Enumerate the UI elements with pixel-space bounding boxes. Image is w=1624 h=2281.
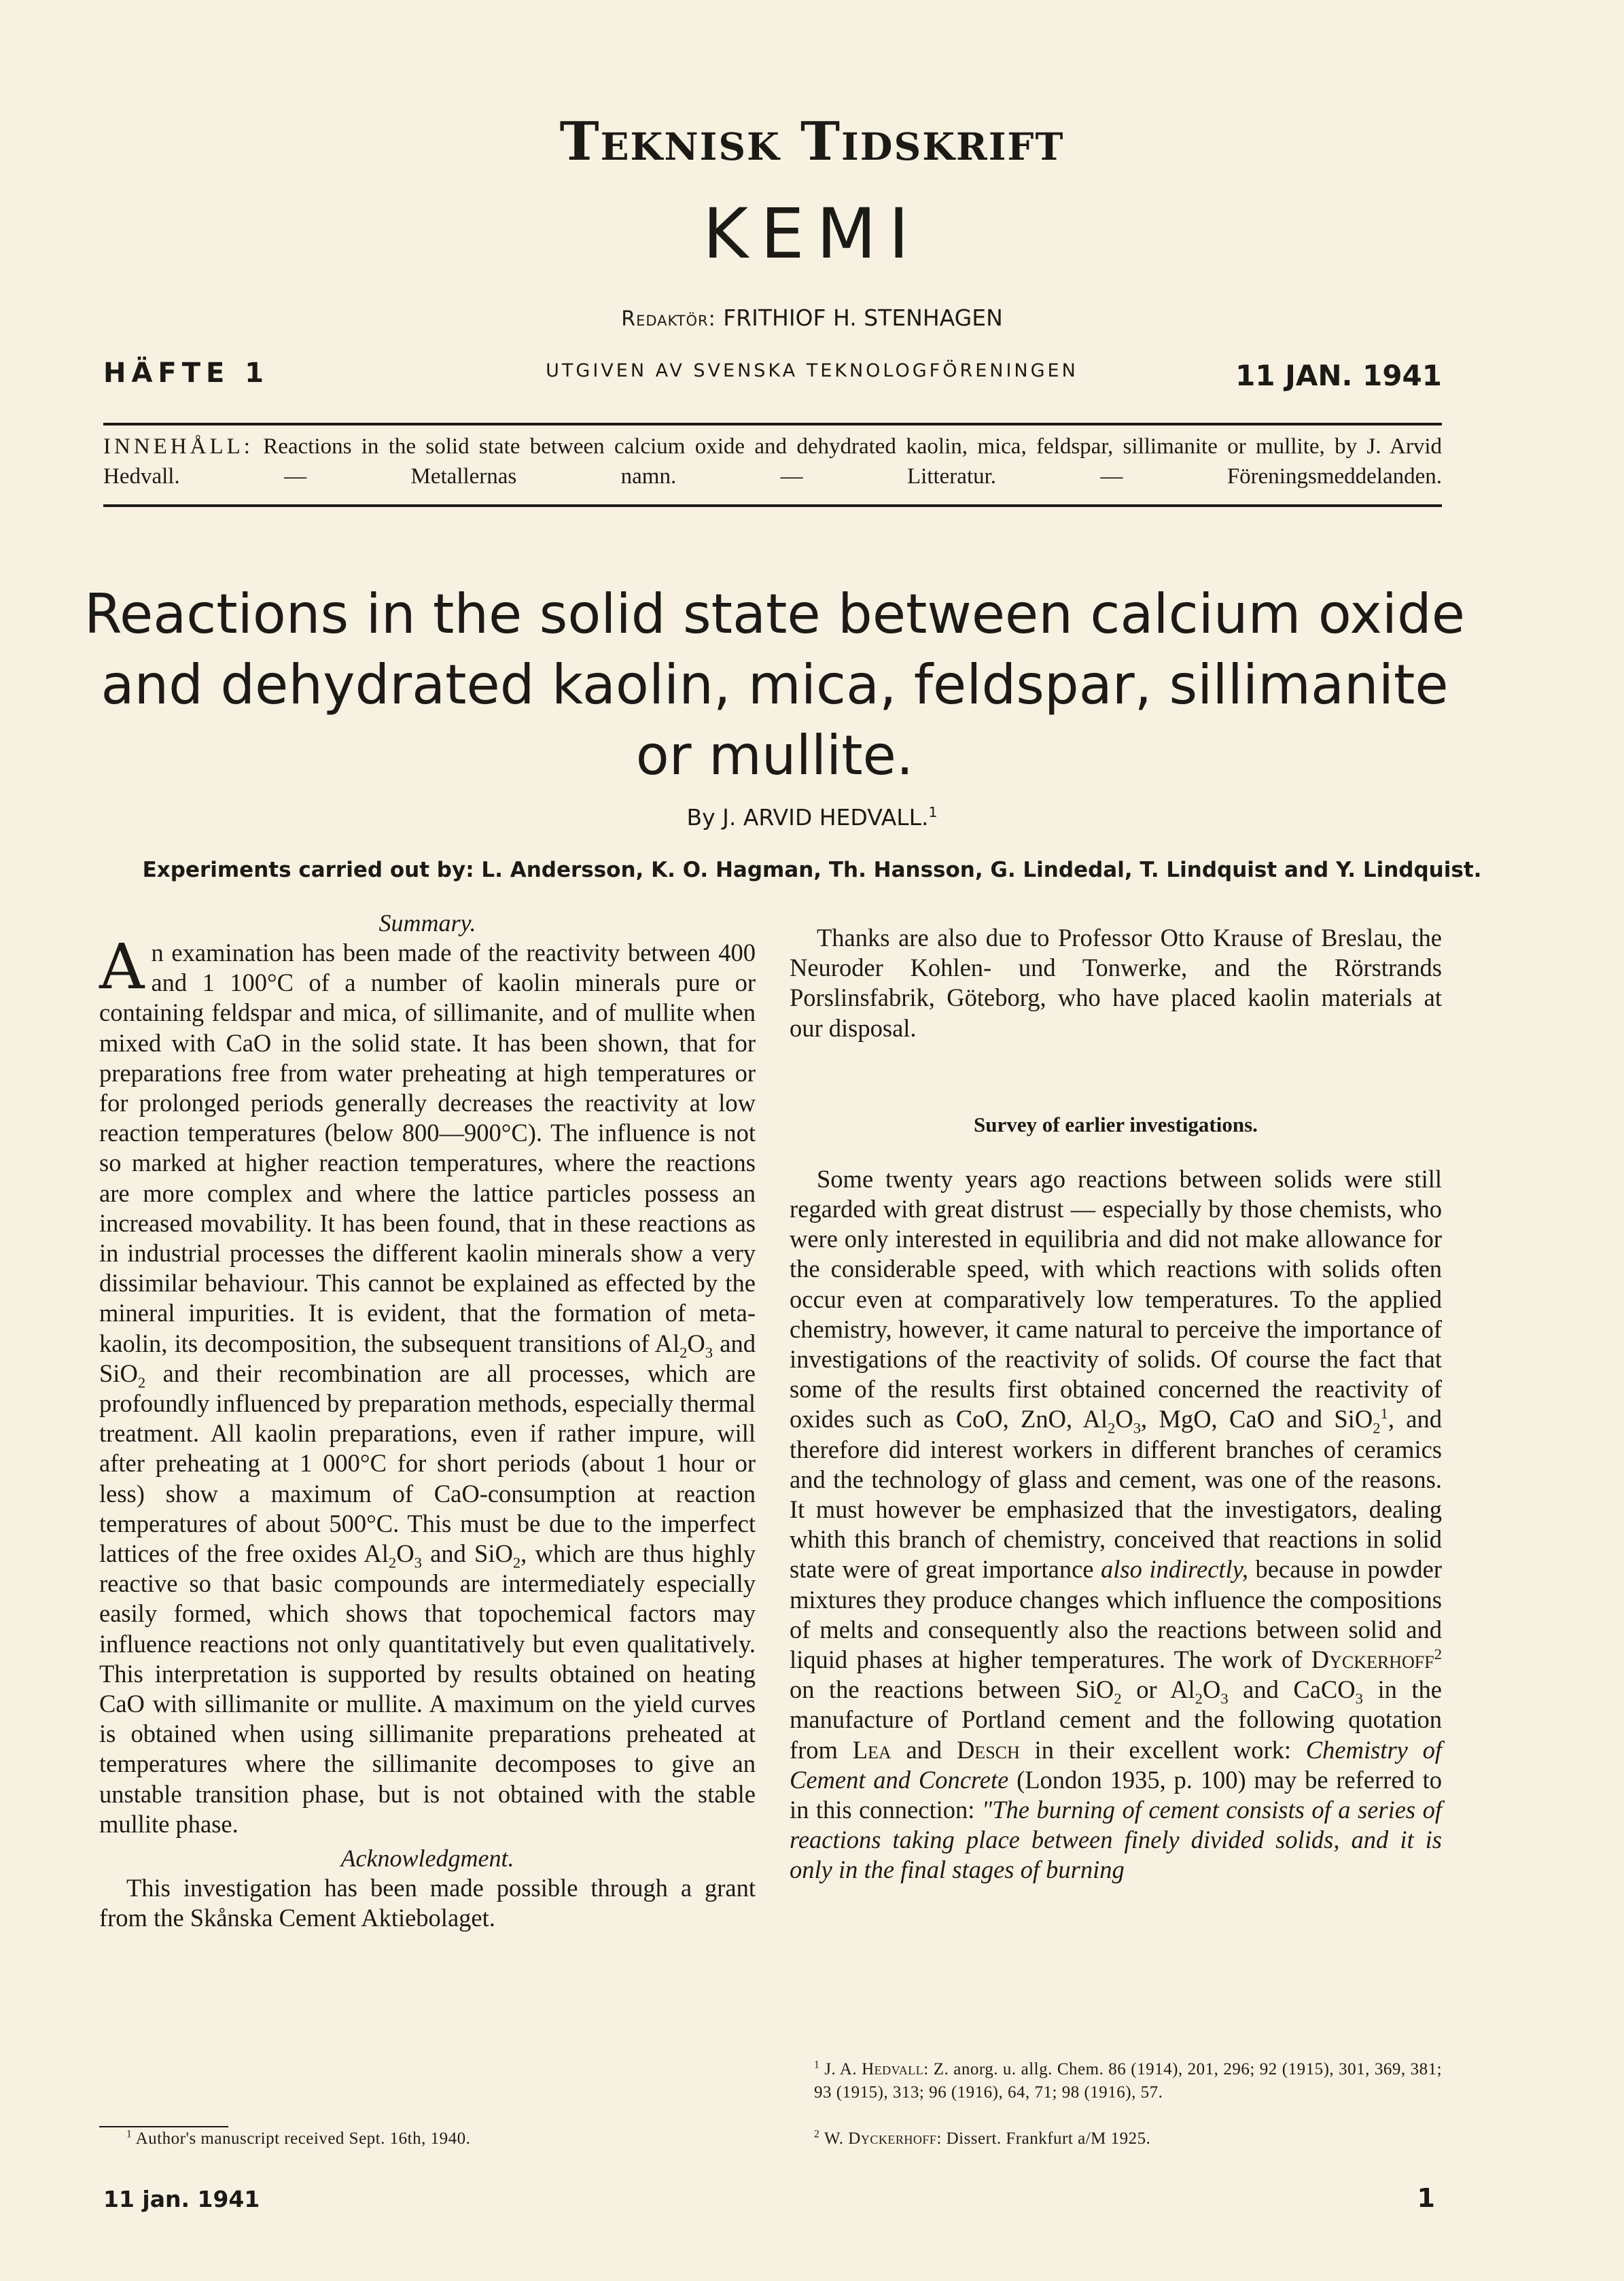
article-title-line: Reactions in the solid state between calcium oxide <box>84 582 1465 646</box>
experimenters-line: Experiments carried out by: L. Andersson, K. O. Hagman, Th. Hansson, G. Lindedal, T. Lindquist and Y. Lindquist. <box>142 858 1482 882</box>
drop-cap: A <box>99 930 145 1003</box>
journal-title: Teknisk Tidskrift <box>559 111 1065 173</box>
issue-date: 11 JAN. 1941 <box>1235 359 1442 392</box>
summary-heading: Summary. <box>378 909 476 937</box>
table-of-contents <box>103 432 1442 491</box>
contents-text: Reactions in the solid state between calcium oxide and dehydrated kaolin, mica, feldspar, sillimanite or mullite, by J. Arvid Hedvall. — Metallernas namn. — Litteratur. — Föreningsmeddelanden. <box>103 434 1442 489</box>
editor-line <box>0 304 1624 331</box>
reference-2: $^2$ W. Dyckerhoff: Dissert. Frankfurt a/M 1925. <box>814 2128 1151 2148</box>
contents-top-rule <box>103 423 1442 425</box>
byline <box>0 804 1624 831</box>
publisher-line: UTGIVEN AV SVENSKA TEKNOLOGFÖRENINGEN <box>546 360 1078 381</box>
footer-date: 11 jan. 1941 <box>103 2186 260 2212</box>
summary-paragraph: An examination has been made of the reactivity between 400 and 1 100°C of a number of kaolin minerals pure or containing feldspar and mica, of sillimanite, and of mullite when mixed with CaO in the solid state. It has been shown, that for preparations free from water preheating at high temperatures or for prolonged periods generally decreases the reactivity at low reaction temperatures (below 800—900°C). The influence is not so marked at higher reaction temperatures, where the reactions are more complex and where the lattice particles possess an increased movability. It has been found, that in these reactions as in industrial processes the different kaolin minerals show a very dissimilar behaviour. This cannot be explained as effected by the mineral impurities. It is evident, that the formation of meta-kaolin, its decomposition, the subsequent transitions of $Al_2O_3$ and SiO$_2$ and their recombination are all processes, which are profoundly influenced by preparation methods, especially thermal treatment. All kaolin preparations, even if rather impure, will after preheating at 1 000°C for short periods (about 1 hour or less) show a maximum of CaO-consumption at reaction temperatures of about 500°C. This must be due to the imperfect lattices of the free oxides $Al_2O_3$ and SiO$_2$, which are thus highly reactive so that basic compounds are intermediately especially easily formed, which shows that topochemical factors may influence reactions not only quantitatively but even qualitatively. This interpretation is supported by results obtained on heating CaO with sillimanite or mullite. A maximum on the yield curves is obtained when using sillimanite preparations preheated at temperatures where the sillimanite decomposes to give an unstable transition phase, but is not obtained with the stable mullite phase. <box>99 930 756 1838</box>
article-title-line: and dehydrated kaolin, mica, feldspar, sillimanite <box>101 653 1449 716</box>
issue-number: HÄFTE 1 <box>103 358 270 389</box>
left-column <box>99 908 756 1934</box>
reference-1: $^1$ J. A. Hedvall: Z. anorg. u. allg. Chem. 86 (1914), 201, 296; 92 (1915), 301, 369, 381; 93 (1915), 313; 96 (1916), 64, 71; 98 (1916), 57. <box>814 2059 1443 2102</box>
article-title-line: or mullite. <box>635 724 914 787</box>
page-number: 1 <box>1417 2183 1435 2213</box>
survey-paragraph: Some twenty years ago reactions between solids were still regarded with great distrust — especially by those chemists, who were only interested in equilibria and did not make allowance for the considerable speed, with which reactions with solids often occur even at comparatively low temperatures. To the applied chemistry, however, it came natural to perceive the importance of investigations of the reactivity of solids. Of course the fact that some of the results first obtained concerned the reactivity of oxides such as CoO, ZnO, $Al_2O_3$, MgO, CaO and SiO$_2^1$, and therefore did interest workers in different branches of ceramics and the technology of glass and cement, was one of the reasons. It must however be emphasized that the investigators, dealing whith this branch of chemistry, conceived that reactions in solid state were of great importance also indirectly, because in powder mixtures they produce changes which influence the compositions of melts and consequently also the reactions between solid and liquid phases at higher temperatures. The work of Dyckerhoff$^2$ on the reactions between SiO$_2$ or $Al_2O_3$ and CaCO$_3$ in the manufacture of Portland cement and the following quotation from Lea and Desch in their excellent work: Chemistry of Cement and Concrete (London 1935, p. 100) may be referred to in this connection: "The burning of cement consists of a series of reactions taking place between finely divided solids, and it is only in the final stages of burning <box>790 1164 1443 1884</box>
thanks-paragraph: Thanks are also due to Professor Otto Krause of Breslau, the Neuroder Kohlen- und Tonwerke, and the Rörstrands Porslinsfabrik, Göteborg, who have placed kaolin materials at our disposal. <box>790 924 1442 1042</box>
contents-label: INNEHÅLL: <box>103 434 253 459</box>
footnote-marker: 1 <box>928 804 938 820</box>
editor-label: Redaktör: <box>621 307 716 331</box>
article-title <box>82 579 1468 791</box>
contents-bottom-rule <box>103 504 1442 507</box>
editor-name: FRITHIOF H. STENHAGEN <box>723 304 1003 331</box>
acknowledgment-paragraph: This investigation has been made possible through a grant from the Skånska Cement Aktiebolaget. <box>99 1874 756 1932</box>
footnote-1: $^1$ Author's manuscript received Sept. 16th, 1940. <box>126 2128 471 2148</box>
right-column <box>790 923 1442 1885</box>
acknowledgment-heading: Acknowledgment. <box>340 1845 514 1873</box>
journal-subtitle: KEMI <box>703 194 921 275</box>
section-heading: Survey of earlier investigations. <box>974 1112 1258 1136</box>
masthead <box>0 111 1624 275</box>
author-name: By J. ARVID HEDVALL. <box>686 804 929 831</box>
